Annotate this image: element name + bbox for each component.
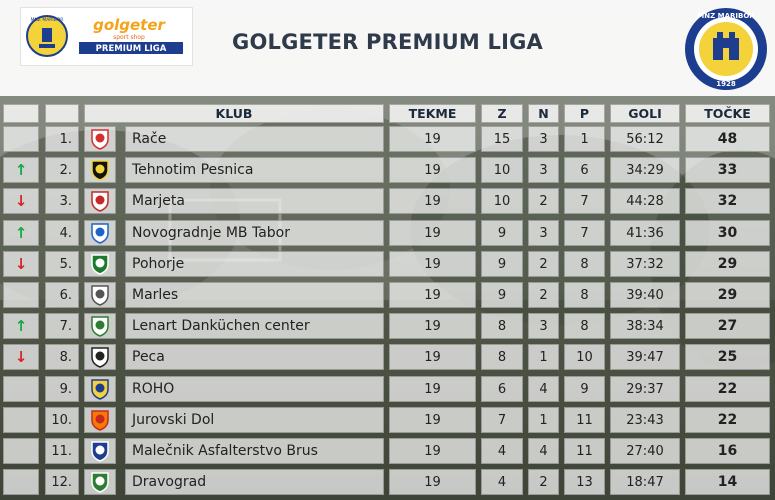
goals-cell: 23:43 — [610, 407, 680, 433]
club-name[interactable]: Malečnik Asfalterstvo Brus — [125, 438, 384, 464]
goals-cell: 44:28 — [610, 188, 680, 214]
matches-cell: 19 — [389, 188, 476, 214]
club-name[interactable]: Tehnotim Pesnica — [125, 157, 384, 183]
position-cell: 3. — [45, 188, 79, 214]
trend-cell — [3, 344, 39, 370]
wins-cell: 7 — [481, 407, 523, 433]
sponsor-name: golgeter — [93, 16, 165, 34]
trend-cell — [3, 376, 39, 402]
page-title: GOLGETER PREMIUM LIGA — [232, 30, 543, 54]
roho-badge-icon — [89, 378, 111, 400]
goals-cell: 18:47 — [610, 469, 680, 495]
lenart-badge-icon — [89, 315, 111, 337]
club-badge-cell — [84, 126, 116, 152]
club-name[interactable]: Novogradnje MB Tabor — [125, 220, 384, 246]
club-name[interactable]: Jurovski Dol — [125, 407, 384, 433]
losses-cell: 1 — [564, 126, 605, 152]
goals-cell: 27:40 — [610, 438, 680, 464]
club-name[interactable]: Peca — [125, 344, 384, 370]
position-cell: 8. — [45, 344, 79, 370]
draws-cell: 4 — [528, 376, 559, 402]
position-cell: 7. — [45, 313, 79, 339]
club-badge-cell — [84, 220, 116, 246]
wins-cell: 4 — [481, 469, 523, 495]
club-badge-cell — [84, 251, 116, 277]
club-logo-name: MNZ MARIBOR — [697, 12, 755, 20]
trend-cell — [3, 438, 39, 464]
wins-cell: 6 — [481, 376, 523, 402]
pesnica-badge-icon — [89, 159, 111, 181]
losses-cell: 8 — [564, 282, 605, 308]
header-trend-cell — [3, 104, 39, 123]
draws-cell: 1 — [528, 344, 559, 370]
marles-badge-icon — [89, 284, 111, 306]
matches-cell: 19 — [389, 251, 476, 277]
club-name[interactable]: Pohorje — [125, 251, 384, 277]
position-cell: 5. — [45, 251, 79, 277]
points-cell: 33 — [685, 157, 770, 183]
club-badge-cell — [84, 376, 116, 402]
club-name[interactable]: Marles — [125, 282, 384, 308]
club-name[interactable]: Rače — [125, 126, 384, 152]
draws-cell: 2 — [528, 251, 559, 277]
wins-cell: 4 — [481, 438, 523, 464]
points-cell: 30 — [685, 220, 770, 246]
losses-cell: 8 — [564, 313, 605, 339]
position-cell: 2. — [45, 157, 79, 183]
wins-cell: 8 — [481, 344, 523, 370]
points-cell: 16 — [685, 438, 770, 464]
goals-cell: 38:34 — [610, 313, 680, 339]
position-cell: 12. — [45, 469, 79, 495]
losses-cell: 10 — [564, 344, 605, 370]
goals-cell: 39:40 — [610, 282, 680, 308]
losses-cell: 13 — [564, 469, 605, 495]
mnz-maribor-logo — [683, 6, 769, 92]
losses-cell: 7 — [564, 188, 605, 214]
wins-cell: 15 — [481, 126, 523, 152]
position-cell: 6. — [45, 282, 79, 308]
club-name[interactable]: Lenart Danküchen center — [125, 313, 384, 339]
wins-cell: 10 — [481, 157, 523, 183]
matches-cell: 19 — [389, 344, 476, 370]
trend-cell — [3, 313, 39, 339]
goals-cell: 37:32 — [610, 251, 680, 277]
losses-cell: 11 — [564, 407, 605, 433]
draws-cell: 3 — [528, 126, 559, 152]
matches-cell: 19 — [389, 313, 476, 339]
header-draws: N — [528, 104, 559, 123]
arrow-down-icon: ↓ — [14, 347, 28, 366]
points-cell: 22 — [685, 407, 770, 433]
losses-cell: 6 — [564, 157, 605, 183]
position-cell: 11. — [45, 438, 79, 464]
trend-cell — [3, 188, 39, 214]
draws-cell: 2 — [528, 188, 559, 214]
draws-cell: 2 — [528, 469, 559, 495]
sponsor-league: PREMIUM LIGA — [95, 44, 167, 54]
trend-cell — [3, 126, 39, 152]
club-badge-cell — [84, 438, 116, 464]
draws-cell: 3 — [528, 220, 559, 246]
position-cell: 1. — [45, 126, 79, 152]
club-name[interactable]: Dravograd — [125, 469, 384, 495]
losses-cell: 11 — [564, 438, 605, 464]
goals-cell: 39:47 — [610, 344, 680, 370]
left-badge-text: MNZ MARIBOR — [30, 18, 64, 23]
header-position-cell — [45, 104, 79, 123]
matches-cell: 19 — [389, 469, 476, 495]
matches-cell: 19 — [389, 438, 476, 464]
race-badge-icon — [89, 128, 111, 150]
sponsor-tagline: sport shop — [113, 34, 145, 41]
club-badge-cell — [84, 282, 116, 308]
jurovski-dol-badge-icon — [89, 409, 111, 431]
points-cell: 29 — [685, 251, 770, 277]
arrow-down-icon: ↓ — [14, 254, 28, 273]
goals-cell: 34:29 — [610, 157, 680, 183]
draws-cell: 3 — [528, 313, 559, 339]
wins-cell: 9 — [481, 282, 523, 308]
header-banner — [0, 0, 775, 96]
club-badge-cell — [84, 313, 116, 339]
goals-cell: 56:12 — [610, 126, 680, 152]
arrow-up-icon: ↑ — [14, 316, 28, 335]
dravograd-badge-icon — [89, 471, 111, 493]
matches-cell: 19 — [389, 376, 476, 402]
pohorje-badge-icon — [89, 253, 111, 275]
club-badge-cell — [84, 344, 116, 370]
goals-cell: 29:37 — [610, 376, 680, 402]
trend-cell — [3, 469, 39, 495]
draws-cell: 4 — [528, 438, 559, 464]
header-club: KLUB — [84, 104, 384, 123]
wins-cell: 9 — [481, 251, 523, 277]
points-cell: 32 — [685, 188, 770, 214]
matches-cell: 19 — [389, 126, 476, 152]
trend-cell — [3, 251, 39, 277]
draws-cell: 2 — [528, 282, 559, 308]
matches-cell: 19 — [389, 157, 476, 183]
trend-cell — [3, 157, 39, 183]
header-points: TOČKE — [685, 104, 770, 123]
matches-cell: 19 — [389, 282, 476, 308]
club-badge-cell — [84, 407, 116, 433]
club-badge-cell — [84, 157, 116, 183]
sponsor-logo — [20, 7, 193, 66]
tabor-badge-icon — [89, 222, 111, 244]
club-badge-cell — [84, 469, 116, 495]
arrow-up-icon: ↑ — [14, 160, 28, 179]
header-matches: TEKME — [389, 104, 476, 123]
points-cell: 27 — [685, 313, 770, 339]
losses-cell: 7 — [564, 220, 605, 246]
points-cell: 25 — [685, 344, 770, 370]
peca-badge-icon — [89, 346, 111, 368]
standings-table — [0, 100, 775, 500]
club-name[interactable]: Marjeta — [125, 188, 384, 214]
trend-cell — [3, 282, 39, 308]
trend-cell — [3, 407, 39, 433]
points-cell: 29 — [685, 282, 770, 308]
draws-cell: 3 — [528, 157, 559, 183]
matches-cell: 19 — [389, 220, 476, 246]
arrow-down-icon: ↓ — [14, 191, 28, 210]
malecnik-badge-icon — [89, 440, 111, 462]
header-wins: Z — [481, 104, 523, 123]
club-badge-cell — [84, 188, 116, 214]
position-cell: 9. — [45, 376, 79, 402]
club-logo-year: 1928 — [716, 80, 736, 88]
trend-cell — [3, 220, 39, 246]
arrow-up-icon: ↑ — [14, 223, 28, 242]
goals-cell: 41:36 — [610, 220, 680, 246]
points-cell: 14 — [685, 469, 770, 495]
points-cell: 22 — [685, 376, 770, 402]
points-cell: 48 — [685, 126, 770, 152]
wins-cell: 9 — [481, 220, 523, 246]
matches-cell: 19 — [389, 407, 476, 433]
club-name[interactable]: ROHO — [125, 376, 384, 402]
header-goals: GOLI — [610, 104, 680, 123]
marjeta-badge-icon — [89, 190, 111, 212]
position-cell: 4. — [45, 220, 79, 246]
position-cell: 10. — [45, 407, 79, 433]
losses-cell: 9 — [564, 376, 605, 402]
wins-cell: 8 — [481, 313, 523, 339]
header-losses: P — [564, 104, 605, 123]
losses-cell: 8 — [564, 251, 605, 277]
draws-cell: 1 — [528, 407, 559, 433]
wins-cell: 10 — [481, 188, 523, 214]
